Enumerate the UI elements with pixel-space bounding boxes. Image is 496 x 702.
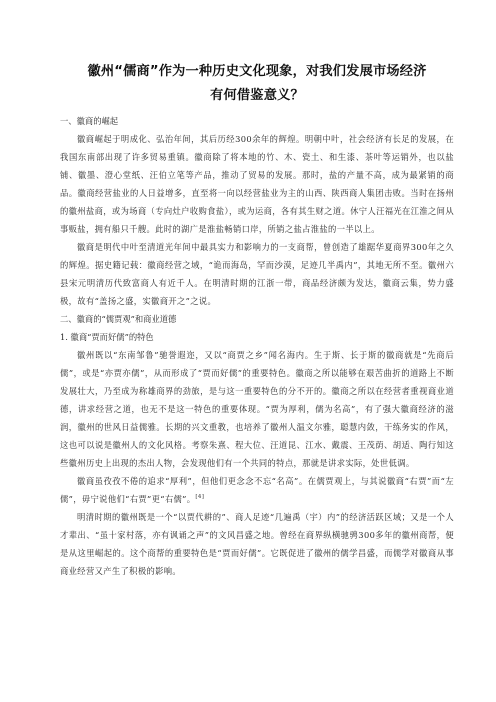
paragraph-4-text: 徽商虽孜孜不倦的追求“厚利”，但他们更念念不忘“名高”。在儒贾观上，与其说徽商“右贾”而“左儒”，毋宁说他们“右贾”更“右儒”。 bbox=[60, 476, 454, 504]
section-2-heading: 二、徽商的“儒贾观”和商业道德 bbox=[60, 314, 177, 324]
paragraph-1: 徽商崛起于明成化、弘治年间，其后历经300余年的辉煌。明朝中叶，社会经济有长足的发展，在我国东南部出现了许多贸易重镇。徽商除了将本地的竹、木、瓷土、和生漆、茶叶等运销外，也以盐铺、徽墨、澄心堂纸、汪伯立笔等产品，推动了贸易的发展。那时，盐的产量不高，成为最紧销的商品。徽商经营盐业的人日益增多，直至将一向以经营盐业为主的山西、陕西商人集团击败。当时在扬州的徽州盐商，或为场商（专向灶户收购食盐），或为运商，各有其生财之道。休宁人汪福光在江淮之间从事贩盐，拥有船只千艘。此时的湖广是淮盐畅销口岸，所销之盐占淮盐的一半以上。 bbox=[60, 134, 454, 234]
paragraph-5: 明清时期的徽州既是一个“以贾代耕的”、商人足迹“几遍禹（宇）内”的经济活跃区域；又是一个人才辈出、“虽十家村落，亦有讽诵之声”的文风昌盛之地。曾经在商界纵横驰骋300多年的徽州商帮，便是从这里崛起的。这个商帮的重要特色是“贾而好儒”。它既促进了徽州的儒学昌盛，而儒学对徽商从事商业经营又产生了积极的影响。 bbox=[60, 512, 454, 576]
title-line-1: 徽州“儒商”作为一种历史文化现象，对我们发展市场经济 bbox=[87, 64, 427, 79]
document-title bbox=[60, 60, 454, 108]
subsection-1-heading: 1. 徽商“贾而好儒”的特色 bbox=[60, 332, 154, 342]
citation-ref: [4] bbox=[195, 494, 205, 500]
paragraph-4 bbox=[60, 472, 454, 508]
paragraph-2: 徽商是明代中叶至清道光年间中最具实力和影响力的一支商帮，曾创造了雄踞华夏商界300年之久的辉煌。据史籍记载：徽商经营之域，“诡而海岛，罕而沙漠，足迹几半禹内”，其地无所不至。徽州六县宋元明清历代致富商人有近千人。在明清时期的江浙一带，商品经济颇为发达，徽商云集，势力盛极，故有“盖扬之盛，实徽商开之”之说。 bbox=[60, 242, 454, 306]
title-line-2: 有何借鉴意义？ bbox=[210, 88, 304, 103]
paragraph-3: 徽州既以“东南邹鲁”驰誉遐迩，又以“商贾之乡”闻名海内。生于斯、长于斯的徽商就是“先商后儒”，或是“亦贾亦儒”，从而形成了“贾而好儒”的重要特色。徽商之所以能够在艰苦曲折的道路上不断发展壮大，乃至成为称雄商界的劲旅，是与这一重要特色的分不开的。徽商之所以在经营者重视商业道德，讲求经营之道，也无不是这一特色的重要体现。“贾为厚利，儒为名高”，有了强大徽商经济的滋润，徽州的世风日益儒雅。长期的兴文重教，也培养了徽州人温文尔雅，聪慧内敛，干练务实的作风，这也可以说是徽州人的文化风格。考察朱熹、程大位、汪道昆、江水、戴震、王茂荫、胡适、陶行知这些徽州历史上出现的杰出人物，会发现他们有一个共同的特点，那就是讲求实际，处世低调。 bbox=[60, 350, 454, 468]
section-1-heading: 一、徽商的崛起 bbox=[60, 116, 119, 126]
